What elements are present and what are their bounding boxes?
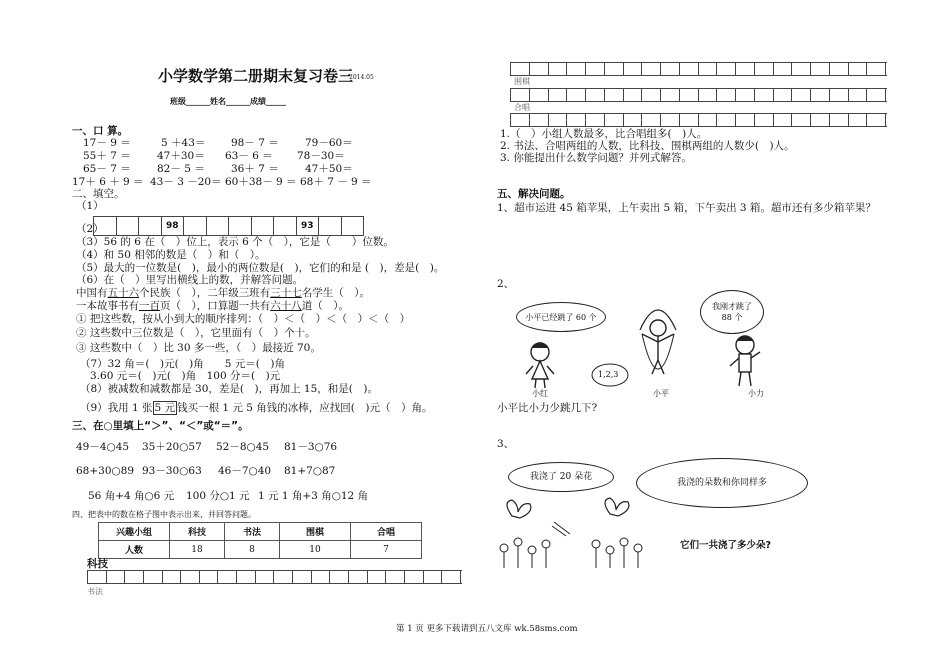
compare-item: 81+7○87: [284, 465, 336, 477]
grid-cell: [549, 89, 568, 101]
oral-item: 17＋ 6 ＋ 9 ＝: [72, 176, 144, 188]
grid-cell: [605, 63, 624, 75]
watering-flowers-illustration: [492, 496, 672, 576]
butterfly-icon: [507, 498, 629, 518]
q7-line-2: 3.60 元＝( )元( )角 100 分＝( )元: [90, 370, 281, 382]
oral-item: 47＋50＝: [305, 163, 353, 175]
number-line-grid: [93, 216, 364, 236]
grid-cell: [792, 114, 811, 126]
number-cell: [207, 217, 230, 235]
oral-item: 79－60＝: [305, 137, 353, 149]
grid-cell: [811, 114, 830, 126]
grid-cell: [642, 89, 661, 101]
q6: （6）在（ ）里写出横线上的数，并解答问题。: [76, 274, 304, 286]
table-cell: 7: [351, 541, 422, 559]
grid-cell: [642, 63, 661, 75]
boy-icon: [730, 336, 760, 386]
grid-cell: [107, 571, 126, 583]
grid-cell: [144, 571, 163, 583]
section5-heading: 五、解决问题。: [497, 188, 571, 200]
grid-cell: [680, 63, 699, 75]
grid-cell: [830, 63, 849, 75]
number-cell: [342, 217, 365, 235]
grid-cell: [867, 89, 886, 101]
grid-cell: [218, 571, 237, 583]
oral-item: 5 ＋43＝: [161, 137, 206, 149]
grid-cell: [586, 89, 605, 101]
grid-cell: [699, 89, 718, 101]
q1-label: （1）: [76, 200, 104, 212]
number-cell: [94, 217, 117, 235]
oral-item: 17－ 9 ＝: [83, 137, 131, 149]
grid-cell: [680, 89, 699, 101]
table-header: 科技: [170, 523, 225, 541]
page-title: 小学数学第二册期末复习卷三: [158, 67, 354, 85]
grid-cell: [774, 63, 793, 75]
bar-label-hechang: 合唱: [514, 103, 530, 112]
grid-cell: [549, 114, 568, 126]
grid-cell: [642, 114, 661, 126]
grid-cell: [736, 89, 755, 101]
bar-grid-keji: [87, 570, 462, 584]
grid-cell: [511, 89, 530, 101]
oral-item: 68＋ 7 － 9 ＝: [300, 176, 372, 188]
grid-cell: [792, 89, 811, 101]
oral-item: 60＋38－ 9 ＝: [225, 176, 297, 188]
speech-bubble-right: 我刚才跳了 88 个: [700, 290, 764, 334]
grid-cell: [624, 89, 643, 101]
compare-item: 46－7○40: [218, 465, 272, 477]
q3: （3）56 的 6 在（ ）位上，表示 6 个（ ），它是（ ）位数。: [76, 236, 394, 248]
bar-grid-shufa: [510, 62, 887, 76]
grid-cell: [867, 63, 886, 75]
problem-1: 1、超市运进 45 箱苹果，上午卖出 5 箱，下午卖出 3 箱。超市还有多少箱苹果？: [497, 202, 876, 214]
speech-bubble-left: 小平已经跳了 60 个: [516, 302, 606, 332]
grid-cell: [624, 114, 643, 126]
grid-cell: [717, 89, 736, 101]
bar-grid-weiqi: [510, 88, 887, 102]
oral-item: 47＋30＝: [157, 150, 205, 162]
grid-cell: [549, 63, 568, 75]
s4-question-1: 1.（ ）小组人数最多，比合唱组多( )人。: [500, 128, 708, 140]
grid-cell: [811, 89, 830, 101]
section3-heading: 三、在○里填上“＞”、“＜”或“＝”。: [72, 420, 249, 432]
grid-cell: [792, 63, 811, 75]
grid-cell: [163, 571, 182, 583]
grid-cell: [442, 571, 461, 583]
table-header: 兴趣小组: [99, 523, 170, 541]
compare-item: 35＋20○57: [142, 441, 202, 453]
compare-item: 100 分○1 元: [186, 490, 250, 502]
oral-item: 43－ 3 －20＝: [150, 176, 222, 188]
table-header: 合唱: [351, 523, 422, 541]
grid-cell: [755, 63, 774, 75]
grid-cell: [867, 114, 886, 126]
exam-date: 2014.05: [349, 74, 374, 81]
number-cell: [319, 217, 342, 235]
student-info-line: 班级______姓名______成绩_____: [170, 97, 286, 106]
section2-heading: 二、填空。: [72, 188, 125, 200]
grid-cell: [717, 63, 736, 75]
bar-label-keji: 科技: [87, 558, 108, 570]
grid-cell: [736, 114, 755, 126]
grid-cell: [680, 114, 699, 126]
interest-group-table: [98, 522, 422, 559]
grid-cell: [717, 114, 736, 126]
q8: （8）被减数和减数都是 30，差是( )，再加上 15，和是( )。: [80, 383, 378, 395]
compare-item: 93－30○63: [142, 465, 202, 477]
bar-label-shufa: 书法: [87, 587, 103, 596]
grid-cell: [605, 114, 624, 126]
page-footer: 第 1 页 更多下载请到五八文库 wk.58sms.com: [396, 624, 578, 634]
problem-2-label: 2、: [497, 278, 515, 290]
grid-cell: [586, 63, 605, 75]
section1-heading: 一、口 算。: [72, 125, 129, 137]
count-bubble-text: 1,2,3: [598, 370, 619, 379]
name-xiaohong: 小红: [532, 389, 548, 398]
compare-item: 81－3○76: [284, 441, 338, 453]
grid-cell: [661, 63, 680, 75]
table-cell: 8: [225, 541, 280, 559]
table-row-label: 人数: [99, 541, 170, 559]
number-cell: 98: [162, 217, 185, 235]
speech-bubble-right-3: 我浇的朵数和你同样多: [636, 458, 808, 508]
grid-cell: [405, 571, 424, 583]
bar-label-weiqi: 围棋: [514, 77, 530, 86]
grid-cell: [755, 114, 774, 126]
grid-cell: [88, 571, 107, 583]
problem-3-label: 3、: [497, 438, 515, 450]
number-cell: 93: [297, 217, 320, 235]
grid-cell: [774, 114, 793, 126]
grid-cell: [386, 571, 405, 583]
q4: （4）和 50 相邻的数是（ ）和（ ）。: [76, 249, 266, 261]
s4-question-2: 2. 书法、合唱两组的人数，比科技、围棋两组的人数少( )人。: [500, 140, 795, 152]
table-cell: 10: [280, 541, 351, 559]
grid-cell: [330, 571, 349, 583]
grid-cell: [849, 114, 868, 126]
q6-sub-3: ③ 这些数中（ ）比 30 多一些，（ ）最接近 70。: [76, 342, 321, 354]
oral-item: 78－30＝: [297, 150, 345, 162]
oral-item: 65－ 7 ＝: [83, 163, 131, 175]
grid-cell: [530, 63, 549, 75]
grid-cell: [181, 571, 200, 583]
grid-cell: [293, 571, 312, 583]
q6-line-a: 中国有五十六个民族（ ），二年级三班有三十七名学生（ ）。: [76, 287, 370, 299]
table-header: 书法: [225, 523, 280, 541]
grid-cell: [256, 571, 275, 583]
oral-item: 63－ 6 ＝: [225, 150, 273, 162]
speech-bubble-left-3: 我浇了 20 朵花: [508, 462, 614, 492]
grid-cell: [530, 114, 549, 126]
grid-cell: [567, 89, 586, 101]
number-cell: [252, 217, 275, 235]
grid-cell: [699, 114, 718, 126]
name-xiaoli: 小力: [748, 389, 764, 398]
q2-label: （2）: [76, 223, 104, 235]
grid-cell: [125, 571, 144, 583]
grid-cell: [349, 571, 368, 583]
grid-cell: [849, 63, 868, 75]
q6-sub-2: ② 这些数中三位数是（ ），它里面有（ ）个十。: [76, 327, 316, 339]
compare-item: 68+30○89: [76, 465, 135, 477]
grid-cell: [661, 89, 680, 101]
q5: （5）最大的一位数是( )，最小的两位数是( )，它们的和是 ( )，差是( )。: [76, 262, 445, 274]
girl-icon: [526, 343, 554, 388]
grid-cell: [774, 89, 793, 101]
grid-cell: [755, 89, 774, 101]
number-cell: [139, 217, 162, 235]
table-header: 围棋: [280, 523, 351, 541]
grid-cell: [811, 63, 830, 75]
compare-item: 49－4○45: [76, 441, 130, 453]
oral-item: 36＋ 7 ＝: [231, 163, 279, 175]
grid-cell: [511, 114, 530, 126]
grid-cell: [567, 63, 586, 75]
grid-cell: [312, 571, 331, 583]
section4-heading: 四、把表中的数在格子图中表示出来，并回答问题。: [72, 510, 256, 519]
grid-cell: [511, 63, 530, 75]
compare-item: 1 元 1 角+3 角○12 角: [258, 490, 369, 502]
oral-item: 82－ 5 ＝: [157, 163, 205, 175]
oral-item: 55＋ 7 ＝: [83, 150, 131, 162]
q6-sub-1: ① 把这些数，按从小到大的顺序排列：（ ）＜（ ）＜（ ）＜（ ）: [76, 313, 411, 325]
q7-line-1: （7）32 角＝( )元( )角 5 元＝( )角: [80, 358, 285, 370]
jumping-child-icon: [640, 310, 676, 374]
grid-cell: [849, 89, 868, 101]
grid-cell: [424, 571, 443, 583]
number-cell: [117, 217, 140, 235]
grid-cell: [530, 89, 549, 101]
grid-cell: [830, 114, 849, 126]
grid-cell: [661, 114, 680, 126]
grid-cell: [736, 63, 755, 75]
flowers-icon: [500, 522, 642, 568]
compare-item: 56 角+4 角○6 元: [88, 490, 175, 502]
grid-cell: [237, 571, 256, 583]
number-cell: [229, 217, 252, 235]
grid-cell: [200, 571, 219, 583]
grid-cell: [567, 114, 586, 126]
problem-2-question: 小平比小力少跳几下?: [497, 402, 598, 414]
grid-cell: [699, 63, 718, 75]
q6-line-b: 一本故事书有一百页（ ），口算题一共有六十八道（ ）。: [76, 300, 349, 312]
compare-item: 52－8○45: [216, 441, 270, 453]
table-cell: 18: [170, 541, 225, 559]
name-xiaoping: 小平: [653, 389, 669, 398]
oral-item: 98－ 7 ＝: [231, 137, 279, 149]
number-cell: [274, 217, 297, 235]
grid-cell: [586, 114, 605, 126]
problem-3-question: 它们一共浇了多少朵?: [680, 540, 772, 551]
grid-cell: [624, 63, 643, 75]
jump-rope-illustration: [510, 290, 790, 400]
grid-cell: [605, 89, 624, 101]
grid-cell: [830, 89, 849, 101]
s4-question-3: 3. 你能提出什么数学问题？并列式解答。: [500, 152, 692, 164]
q9: （9）我用 1 张 5 元 钱买一根 1 元 5 角钱的冰棒，应找回( )元（ ）角。: [80, 402, 433, 414]
bar-grid-hechang: [510, 113, 887, 127]
grid-cell: [368, 571, 387, 583]
number-cell: [184, 217, 207, 235]
grid-cell: [274, 571, 293, 583]
